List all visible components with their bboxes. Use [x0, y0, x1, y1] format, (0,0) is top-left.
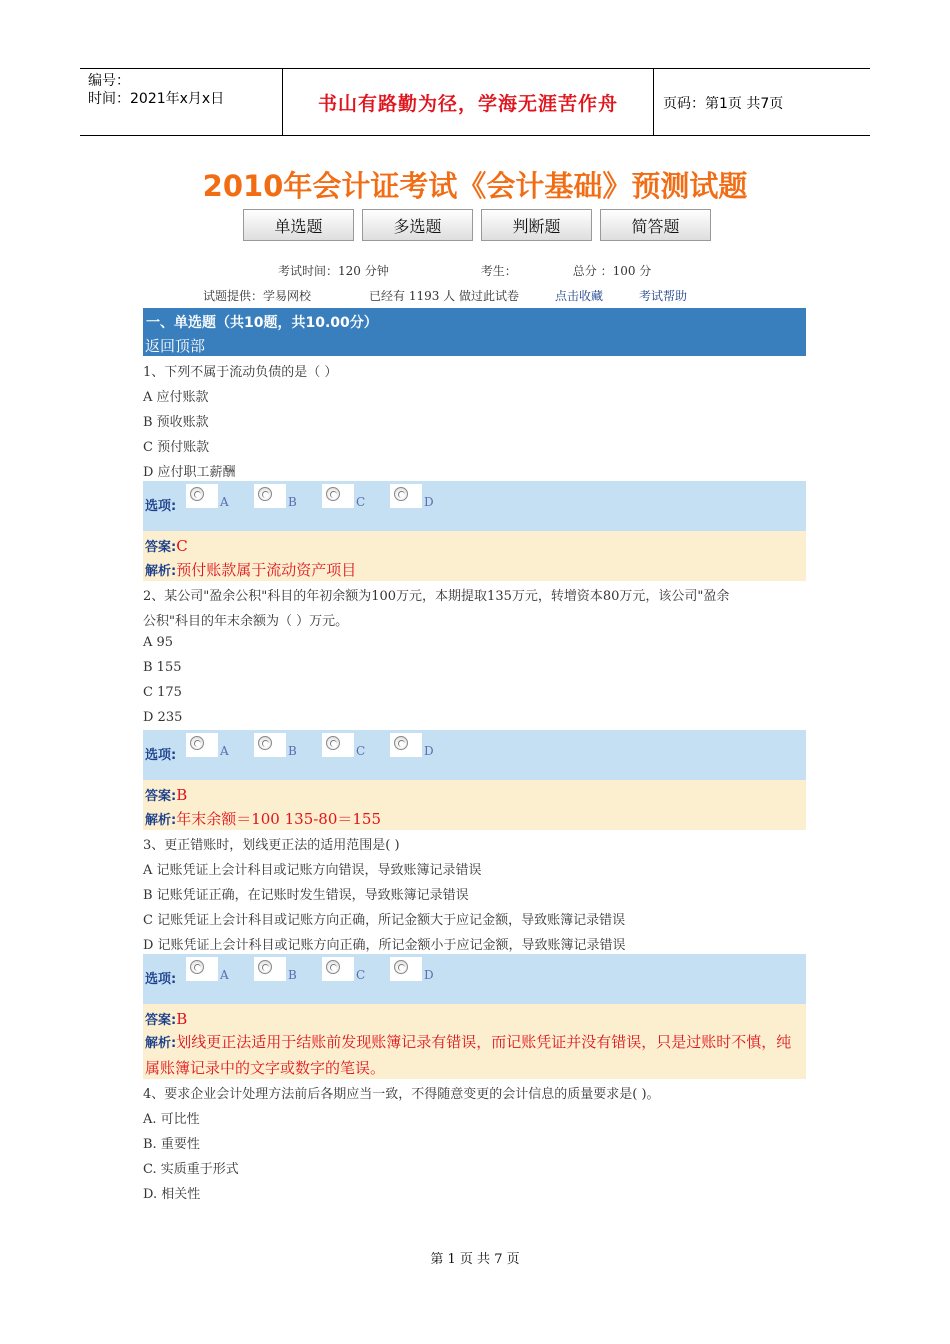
choice-item: A. 可比性	[143, 1112, 200, 1127]
choice-item: A 记账凭证上会计科目或记账方向错误，导致账簿记录错误	[143, 863, 482, 878]
radio-label-b: B	[288, 495, 297, 509]
radio-label-d: D	[424, 495, 434, 509]
radio-d[interactable]	[390, 484, 422, 508]
choice-item: A 95	[143, 635, 174, 650]
choice-item: D 记账凭证上会计科目或记账方向正确，所记金额小于应记金额，导致账簿记录错误	[143, 938, 626, 953]
radio-d[interactable]	[390, 733, 422, 757]
radio-c[interactable]	[322, 957, 354, 981]
document-date: 时间：2021年x月x日	[88, 91, 225, 107]
explanation-text: 划线更正法适用于结账前发现账簿记录有错误，而记账凭证并没有错误，只是过账时不慎，纯属账簿记录中的文字或数字的笔误。	[145, 1033, 792, 1077]
question-type-tabs	[243, 209, 711, 241]
question-text: 3、更正错账时，划线更正法的适用范围是( )	[143, 838, 400, 853]
help-link[interactable]: 考试帮助	[639, 289, 688, 303]
choice-item: B 预收账款	[143, 415, 209, 430]
radio-d[interactable]	[390, 957, 422, 981]
exam-meta-row	[203, 287, 687, 304]
question-text: 4、要求企业会计处理方法前后各期应当一致，不得随意变更的会计信息的质量要求是( )。	[143, 1087, 660, 1102]
question-text: 2、某公司"盈余公积"科目的年初余额为100万元，本期提取135万元，转增资本80万元，该公司"盈余	[143, 589, 730, 604]
choice-item: C 记账凭证上会计科目或记账方向正确，所记金额大于应记金额，导致账簿记录错误	[143, 913, 626, 928]
radio-c[interactable]	[322, 733, 354, 757]
header-motto: 书山有路勤为径，学海无涯苦作舟	[282, 69, 654, 136]
section-header	[143, 308, 806, 356]
examinee-label: 考生：	[480, 264, 517, 278]
options-label: 选项:	[145, 499, 177, 514]
radio-a[interactable]	[186, 733, 218, 757]
exam-time: 考试时间：120 分钟	[278, 264, 389, 278]
radio-label-b: B	[288, 744, 297, 758]
section-title: 一、单选题（共10题，共10.00分）	[146, 315, 378, 331]
radio-label-a: A	[220, 495, 229, 509]
radio-b[interactable]	[254, 957, 286, 981]
options-bar	[143, 481, 806, 531]
radio-label-b: B	[288, 968, 297, 982]
radio-a[interactable]	[186, 484, 218, 508]
radio-label-a: A	[220, 968, 229, 982]
explanation-label: 解析:	[145, 813, 177, 828]
answer-value: B	[176, 1010, 188, 1028]
taken-count: 已经有 1193 人 做过此试卷	[369, 289, 519, 303]
answer-value: C	[176, 537, 188, 555]
choice-item: B 记账凭证正确，在记账时发生错误，导致账簿记录错误	[143, 888, 469, 903]
choice-item: B 155	[143, 660, 182, 675]
header-left-cell	[80, 69, 282, 136]
answer-label: 答案:	[145, 789, 177, 804]
page-footer: 第 1 页 共 7 页	[430, 1252, 520, 1267]
radio-label-c: C	[356, 744, 366, 758]
choice-item: D 235	[143, 710, 183, 725]
options-bar	[143, 730, 806, 780]
tab-multiple-choice[interactable]: 多选题	[362, 209, 473, 241]
bookmark-link[interactable]: 点击收藏	[555, 289, 604, 303]
answer-label: 答案:	[145, 1013, 177, 1028]
answer-box	[143, 531, 806, 581]
choice-item: D 应付职工薪酬	[143, 465, 236, 480]
choice-item: D. 相关性	[143, 1187, 201, 1202]
radio-label-d: D	[424, 744, 434, 758]
question-text-cont: 公积"科目的年末余额为（ ）万元。	[143, 614, 349, 629]
document-header	[80, 68, 870, 136]
radio-c[interactable]	[322, 484, 354, 508]
radio-label-a: A	[220, 744, 229, 758]
total-score: 总分 ：100 分	[572, 264, 652, 278]
question-text: 1、下列不属于流动负债的是（ ）	[143, 365, 338, 380]
exam-provider: 试题提供：学易网校	[203, 289, 312, 303]
explanation-label: 解析:	[145, 1036, 177, 1051]
document-number: 编号：	[88, 73, 130, 89]
explanation-text: 年末余额＝100 135-80＝155	[176, 810, 382, 828]
options-label: 选项:	[145, 972, 177, 987]
options-bar	[143, 954, 806, 1004]
page-title: 2010年会计证考试《会计基础》预测试题	[202, 169, 748, 203]
radio-b[interactable]	[254, 733, 286, 757]
explanation-text: 预付账款属于流动资产项目	[176, 561, 357, 579]
answer-value: B	[176, 786, 188, 804]
options-label: 选项:	[145, 748, 177, 763]
answer-box	[143, 1004, 806, 1079]
answer-label: 答案:	[145, 540, 177, 555]
explanation-label: 解析:	[145, 564, 177, 579]
choice-item: B. 重要性	[143, 1137, 200, 1152]
back-to-top-link[interactable]: 返回顶部	[145, 337, 206, 355]
header-page-number: 页码：第1页 共7页	[663, 95, 784, 112]
exam-info-row	[278, 262, 651, 279]
choice-item: C 预付账款	[143, 440, 210, 455]
radio-a[interactable]	[186, 957, 218, 981]
radio-label-c: C	[356, 968, 366, 982]
choice-item: C 175	[143, 685, 182, 700]
choice-item: C. 实质重于形式	[143, 1162, 239, 1177]
tab-short-answer[interactable]: 简答题	[600, 209, 711, 241]
radio-label-c: C	[356, 495, 366, 509]
radio-b[interactable]	[254, 484, 286, 508]
radio-label-d: D	[424, 968, 434, 982]
tab-single-choice[interactable]: 单选题	[243, 209, 354, 241]
answer-box	[143, 780, 806, 830]
tab-true-false[interactable]: 判断题	[481, 209, 592, 241]
choice-item: A 应付账款	[143, 390, 209, 405]
